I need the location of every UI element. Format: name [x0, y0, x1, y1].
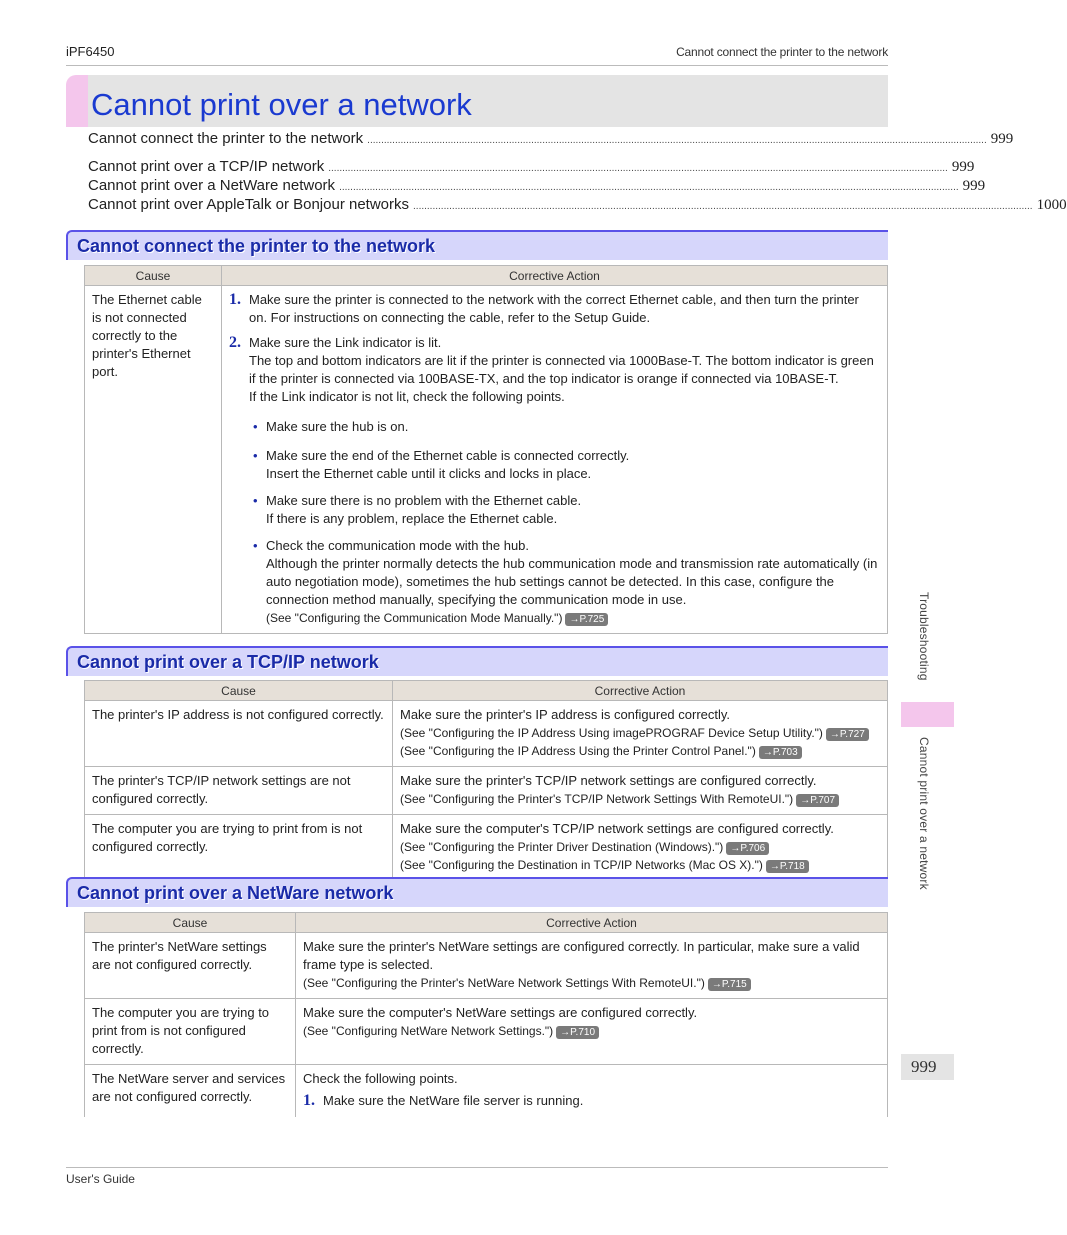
bullet-text: Insert the Ethernet cable until it clicks and locks in place.: [266, 466, 592, 481]
reference-text: (See "Configuring the IP Address Using the Printer Control Panel."): [400, 744, 756, 758]
step-number: 2.: [229, 334, 241, 351]
page-link[interactable]: →P.703: [759, 746, 802, 759]
table-row: [85, 286, 888, 634]
step-number: 1.: [303, 1092, 315, 1109]
col-action: Corrective Action: [393, 681, 888, 701]
step-text: Make sure the printer is connected to the network with the correct Ethernet cable, and then turn the printer on. For instructions on connecting the cable, refer to the Setup Guide.: [249, 292, 859, 325]
section-title: Cannot connect the printer to the network: [77, 236, 436, 256]
header-rule: [66, 65, 888, 66]
action-cell: [222, 286, 888, 634]
cause-cell: The computer you are trying to print from is not configured correctly.: [85, 999, 296, 1065]
toc-entry-text: Cannot print over a NetWare network: [88, 177, 336, 194]
cause-action-table: [84, 912, 888, 1117]
reference-text: (See "Configuring the IP Address Using imagePROGRAF Device Setup Utility."): [400, 726, 823, 740]
cause-cell: The NetWare server and services are not configured correctly.: [85, 1065, 296, 1117]
action-text: Make sure the printer's TCP/IP network settings are configured correctly.: [400, 773, 817, 788]
page-link[interactable]: →P.715: [708, 978, 751, 991]
side-topic-label: Cannot print over a network: [917, 737, 931, 890]
page-number: 999: [911, 1057, 937, 1076]
col-action: Corrective Action: [296, 913, 888, 933]
section-heading: [66, 646, 888, 676]
step-number: 1.: [229, 291, 241, 308]
step-body: The top and bottom indicators are lit if the printer is connected via 1000Base-T. The bottom indicator is green if the printer is connected via 100BASE-TX, and the top indicator is orange if connected via 10BASE-T.: [249, 353, 874, 386]
cross-reference[interactable]: [400, 856, 880, 874]
toc-entry[interactable]: [88, 130, 1014, 148]
bullet-text: Although the printer normally detects the hub communication mode and transmission rate automatically (in auto negotiation mode), sometimes the hub settings cannot be detected. In this case, configure the connection method manually, specifying the communication mode in use.: [266, 556, 878, 607]
page-link[interactable]: →P.725: [565, 613, 608, 626]
page-number-box: [901, 1054, 954, 1080]
bullet-icon: •: [253, 538, 258, 553]
step-body: If the Link indicator is not lit, check the following points.: [249, 389, 565, 404]
step-1: [303, 1092, 880, 1110]
action-text: Check the following points.: [303, 1071, 458, 1086]
side-chapter-label: Troubleshooting: [917, 592, 931, 681]
toc-entry[interactable]: [88, 177, 986, 195]
cause-cell: The computer you are trying to print from is not configured correctly.: [85, 815, 393, 881]
cross-reference[interactable]: [303, 1022, 880, 1040]
table-row: [85, 815, 888, 881]
toc-leader: ...............................................................................................................................................................................................................................: [339, 182, 959, 193]
page-link[interactable]: →P.727: [826, 728, 869, 741]
step-text: Make sure the Link indicator is lit.: [249, 335, 442, 350]
section-heading: [66, 877, 888, 907]
page-link[interactable]: →P.707: [796, 794, 839, 807]
table-header-row: [85, 681, 888, 701]
reference-text: (See "Configuring NetWare Network Settings."): [303, 1024, 554, 1038]
cross-reference[interactable]: [266, 609, 880, 627]
cause-action-table: [84, 680, 888, 881]
header-model: iPF6450: [66, 44, 115, 59]
col-cause: Cause: [85, 681, 393, 701]
bullet-text: Make sure there is no problem with the Ethernet cable.: [266, 493, 582, 508]
toc-entry-text: Cannot print over a TCP/IP network: [88, 158, 325, 175]
toc-entry-page: 1000: [1036, 197, 1067, 213]
action-cell: [296, 1065, 888, 1117]
cause-cell: The Ethernet cable is not connected correctly to the printer's Ethernet port.: [85, 286, 222, 634]
action-text: Make sure the printer's NetWare settings are configured correctly. In particular, make sure a valid frame type is selected.: [303, 939, 860, 972]
reference-text: (See "Configuring the Printer's TCP/IP Network Settings With RemoteUI."): [400, 792, 794, 806]
action-text: Make sure the computer's TCP/IP network settings are configured correctly.: [400, 821, 834, 836]
toc-entry-text: Cannot print over AppleTalk or Bonjour networks: [88, 196, 410, 213]
action-cell: [393, 701, 888, 767]
bullet-icon: •: [253, 419, 258, 434]
page-link[interactable]: →P.718: [766, 860, 809, 873]
reference-text: (See "Configuring the Printer Driver Destination (Windows)."): [400, 840, 724, 854]
table-row: [85, 701, 888, 767]
cause-cell: The printer's NetWare settings are not configured correctly.: [85, 933, 296, 999]
title-band: [66, 75, 888, 127]
header-section: Cannot connect the printer to the network: [676, 45, 888, 59]
col-action: Corrective Action: [222, 266, 888, 286]
reference-text: (See "Configuring the Printer's NetWare Network Settings With RemoteUI."): [303, 976, 705, 990]
step-text: Make sure the NetWare file server is running.: [323, 1093, 584, 1108]
footer-rule: [66, 1167, 888, 1168]
toc-entry[interactable]: [88, 196, 1067, 214]
section-title: Cannot print over a NetWare network: [77, 883, 394, 903]
toc-entry-text: Cannot connect the printer to the network: [88, 130, 364, 147]
table-row: [85, 999, 888, 1065]
footer-text: User's Guide: [66, 1172, 135, 1186]
toc-leader: ...............................................................................................................................................................................................................................: [413, 201, 1033, 212]
section-title: Cannot print over a TCP/IP network: [77, 652, 379, 672]
toc-leader: ...............................................................................................................................................................................................................................: [367, 135, 987, 146]
section-heading: [66, 230, 888, 260]
action-cell: [296, 999, 888, 1065]
toc-entry-page: 999: [951, 159, 975, 175]
table-row: [85, 933, 888, 999]
reference-text: (See "Configuring the Destination in TCP/IP Networks (Mac OS X)."): [400, 858, 763, 872]
toc-leader: ...............................................................................................................................................................................................................................: [328, 163, 948, 174]
toc-entry[interactable]: [88, 158, 975, 176]
toc-entry-page: 999: [990, 131, 1014, 147]
bullet-item: [229, 447, 880, 483]
step-1: [229, 291, 880, 327]
cause-cell: The printer's TCP/IP network settings are not configured correctly.: [85, 767, 393, 815]
toc-entry-page: 999: [962, 178, 986, 194]
bullet-icon: •: [253, 448, 258, 463]
cross-reference[interactable]: [400, 724, 880, 742]
cause-cell: The printer's IP address is not configured correctly.: [85, 701, 393, 767]
bullet-text: Make sure the end of the Ethernet cable is connected correctly.: [266, 448, 630, 463]
bullet-item: [229, 492, 880, 528]
action-cell: [296, 933, 888, 999]
action-text: Make sure the printer's IP address is configured correctly.: [400, 707, 731, 722]
cross-reference[interactable]: [400, 742, 880, 760]
bullet-text: If there is any problem, replace the Ethernet cable.: [266, 511, 558, 526]
bullet-item: [229, 537, 880, 627]
page-title: Cannot print over a network: [91, 87, 472, 122]
reference-text: (See "Configuring the Communication Mode Manually."): [266, 611, 563, 625]
table-row: [85, 1065, 888, 1117]
action-cell: [393, 767, 888, 815]
col-cause: Cause: [85, 913, 296, 933]
cross-reference[interactable]: [400, 790, 880, 808]
table-header-row: [85, 913, 888, 933]
col-cause: Cause: [85, 266, 222, 286]
page-link[interactable]: →P.710: [556, 1026, 599, 1039]
table-row: [85, 767, 888, 815]
page-link[interactable]: →P.706: [726, 842, 769, 855]
bullet-icon: •: [253, 493, 258, 508]
cause-action-table: [84, 265, 888, 634]
bullet-item: [229, 418, 880, 436]
table-header-row: [85, 266, 888, 286]
bullet-text: Check the communication mode with the hub.: [266, 538, 530, 553]
bullet-text: Make sure the hub is on.: [266, 419, 409, 434]
cross-reference[interactable]: [400, 838, 880, 856]
step-2: [229, 334, 880, 406]
side-tab-marker: [901, 702, 954, 727]
cross-reference[interactable]: [303, 974, 880, 992]
action-cell: [393, 815, 888, 881]
action-text: Make sure the computer's NetWare settings are configured correctly.: [303, 1005, 698, 1020]
